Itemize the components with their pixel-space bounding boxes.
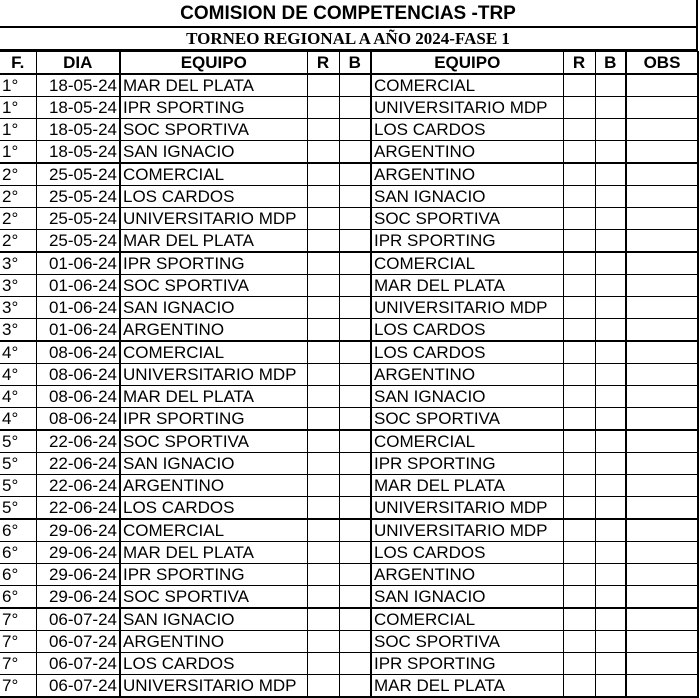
away-team-cell: UNIVERSITARIO MDP [371,497,563,520]
col-header-home-r: R [307,52,339,75]
away-r-cell [563,564,595,586]
fecha-cell: 6° [0,586,36,609]
home-b-cell [339,319,371,342]
fecha-cell: 3° [0,319,36,342]
fixture-table [0,51,699,698]
home-b-cell [339,631,371,653]
obs-cell [626,275,698,297]
home-team-cell: SOC SPORTIVA [120,586,307,609]
home-r-cell [307,453,339,475]
obs-cell [626,364,698,386]
match-row [0,364,698,386]
home-team-cell: SAN IGNACIO [120,297,307,319]
fecha-cell: 6° [0,542,36,564]
obs-cell [626,163,698,186]
date-cell: 29-06-24 [36,586,120,609]
obs-cell [626,430,698,453]
home-r-cell [307,186,339,208]
away-team-cell: MAR DEL PLATA [371,475,563,497]
home-b-cell [339,186,371,208]
home-r-cell [307,519,339,542]
obs-cell [626,608,698,631]
home-team-cell: ARGENTINO [120,319,307,342]
fecha-cell: 5° [0,497,36,520]
obs-cell [626,319,698,342]
fixture-body [0,74,698,697]
date-cell: 06-07-24 [36,653,120,675]
home-r-cell [307,208,339,230]
obs-cell [626,119,698,141]
home-team-cell: UNIVERSITARIO MDP [120,675,307,698]
fecha-cell: 1° [0,119,36,141]
away-r-cell [563,653,595,675]
fecha-cell: 1° [0,74,36,97]
match-row [0,408,698,431]
away-b-cell [595,297,626,319]
date-cell: 08-06-24 [36,408,120,431]
home-team-cell: LOS CARDOS [120,497,307,520]
away-r-cell [563,208,595,230]
away-r-cell [563,542,595,564]
home-r-cell [307,564,339,586]
away-r-cell [563,586,595,609]
away-b-cell [595,653,626,675]
away-b-cell [595,631,626,653]
home-b-cell [339,208,371,230]
home-team-cell: MAR DEL PLATA [120,542,307,564]
away-b-cell [595,364,626,386]
away-r-cell [563,631,595,653]
match-row [0,141,698,164]
home-team-cell: IPR SPORTING [120,252,307,275]
match-row [0,453,698,475]
fecha-cell: 3° [0,275,36,297]
away-team-cell: IPR SPORTING [371,453,563,475]
home-b-cell [339,297,371,319]
home-b-cell [339,564,371,586]
date-cell: 08-06-24 [36,386,120,408]
away-team-cell: COMERCIAL [371,252,563,275]
home-team-cell: COMERCIAL [120,341,307,364]
date-cell: 01-06-24 [36,252,120,275]
date-cell: 29-06-24 [36,564,120,586]
home-b-cell [339,341,371,364]
away-team-cell: COMERCIAL [371,74,563,97]
header-row [0,52,698,75]
home-r-cell [307,608,339,631]
away-r-cell [563,408,595,431]
away-team-cell: ARGENTINO [371,564,563,586]
away-team-cell: LOS CARDOS [371,341,563,364]
away-b-cell [595,542,626,564]
match-row [0,608,698,631]
date-cell: 18-05-24 [36,119,120,141]
date-cell: 22-06-24 [36,475,120,497]
home-r-cell [307,275,339,297]
home-team-cell: SOC SPORTIVA [120,430,307,453]
match-row [0,97,698,119]
match-row [0,341,698,364]
home-r-cell [307,386,339,408]
home-b-cell [339,119,371,141]
fecha-cell: 4° [0,341,36,364]
away-b-cell [595,386,626,408]
fecha-cell: 6° [0,564,36,586]
col-header-home-b: B [339,52,371,75]
col-header-obs: OBS [626,52,698,75]
home-b-cell [339,653,371,675]
col-header-away-b: B [595,52,626,75]
home-team-cell: UNIVERSITARIO MDP [120,364,307,386]
match-row [0,186,698,208]
home-team-cell: LOS CARDOS [120,653,307,675]
fecha-cell: 4° [0,364,36,386]
date-cell: 01-06-24 [36,275,120,297]
home-r-cell [307,364,339,386]
away-b-cell [595,252,626,275]
away-b-cell [595,163,626,186]
home-r-cell [307,653,339,675]
obs-cell [626,230,698,253]
fecha-cell: 6° [0,519,36,542]
home-r-cell [307,341,339,364]
away-r-cell [563,119,595,141]
fecha-cell: 2° [0,208,36,230]
match-row [0,564,698,586]
obs-cell [626,408,698,431]
home-team-cell: LOS CARDOS [120,186,307,208]
date-cell: 06-07-24 [36,608,120,631]
fecha-cell: 7° [0,675,36,698]
away-r-cell [563,319,595,342]
match-row [0,252,698,275]
home-r-cell [307,319,339,342]
sheet-title: COMISION DE COMPETENCIAS -TRP [0,0,698,28]
home-r-cell [307,408,339,431]
col-header-away-r: R [563,52,595,75]
away-team-cell: SAN IGNACIO [371,386,563,408]
away-team-cell: SAN IGNACIO [371,586,563,609]
away-r-cell [563,230,595,253]
home-b-cell [339,74,371,97]
away-r-cell [563,252,595,275]
match-row [0,586,698,609]
obs-cell [626,186,698,208]
away-b-cell [595,230,626,253]
home-r-cell [307,163,339,186]
away-b-cell [595,519,626,542]
away-team-cell: SOC SPORTIVA [371,408,563,431]
date-cell: 22-06-24 [36,453,120,475]
home-b-cell [339,252,371,275]
date-cell: 29-06-24 [36,542,120,564]
date-cell: 06-07-24 [36,631,120,653]
fecha-cell: 5° [0,430,36,453]
obs-cell [626,386,698,408]
obs-cell [626,252,698,275]
away-r-cell [563,275,595,297]
col-header-fecha: F. [0,52,36,75]
obs-cell [626,475,698,497]
home-team-cell: SOC SPORTIVA [120,119,307,141]
sheet-subtitle: TORNEO REGIONAL A AÑO 2024-FASE 1 [0,28,698,51]
date-cell: 22-06-24 [36,430,120,453]
away-r-cell [563,430,595,453]
obs-cell [626,653,698,675]
home-b-cell [339,141,371,164]
away-team-cell: LOS CARDOS [371,319,563,342]
obs-cell [626,453,698,475]
obs-cell [626,341,698,364]
date-cell: 25-05-24 [36,208,120,230]
date-cell: 25-05-24 [36,163,120,186]
home-b-cell [339,97,371,119]
away-b-cell [595,186,626,208]
fecha-cell: 4° [0,408,36,431]
home-b-cell [339,275,371,297]
away-r-cell [563,141,595,164]
match-row [0,519,698,542]
away-team-cell: IPR SPORTING [371,230,563,253]
home-b-cell [339,364,371,386]
home-b-cell [339,230,371,253]
date-cell: 08-06-24 [36,341,120,364]
away-r-cell [563,186,595,208]
match-row [0,119,698,141]
match-row [0,386,698,408]
home-r-cell [307,119,339,141]
match-row [0,319,698,342]
away-b-cell [595,408,626,431]
away-team-cell: UNIVERSITARIO MDP [371,297,563,319]
match-row [0,275,698,297]
away-b-cell [595,275,626,297]
col-header-home-team: EQUIPO [120,52,307,75]
obs-cell [626,497,698,520]
home-b-cell [339,608,371,631]
match-row [0,475,698,497]
home-team-cell: COMERCIAL [120,519,307,542]
date-cell: 29-06-24 [36,519,120,542]
away-b-cell [595,608,626,631]
date-cell: 06-07-24 [36,675,120,698]
home-r-cell [307,586,339,609]
away-team-cell: UNIVERSITARIO MDP [371,97,563,119]
home-r-cell [307,631,339,653]
match-row [0,297,698,319]
fecha-cell: 7° [0,653,36,675]
away-b-cell [595,497,626,520]
match-row [0,653,698,675]
obs-cell [626,631,698,653]
home-b-cell [339,542,371,564]
home-team-cell: MAR DEL PLATA [120,74,307,97]
fecha-cell: 2° [0,163,36,186]
away-team-cell: LOS CARDOS [371,119,563,141]
away-b-cell [595,564,626,586]
away-r-cell [563,364,595,386]
date-cell: 25-05-24 [36,186,120,208]
away-team-cell: UNIVERSITARIO MDP [371,519,563,542]
home-team-cell: SAN IGNACIO [120,141,307,164]
home-b-cell [339,386,371,408]
home-team-cell: MAR DEL PLATA [120,230,307,253]
away-r-cell [563,341,595,364]
away-r-cell [563,497,595,520]
home-b-cell [339,453,371,475]
date-cell: 01-06-24 [36,297,120,319]
obs-cell [626,97,698,119]
date-cell: 01-06-24 [36,319,120,342]
home-team-cell: MAR DEL PLATA [120,386,307,408]
away-b-cell [595,341,626,364]
fecha-cell: 5° [0,475,36,497]
obs-cell [626,297,698,319]
away-team-cell: ARGENTINO [371,141,563,164]
home-team-cell: SAN IGNACIO [120,453,307,475]
home-team-cell: SOC SPORTIVA [120,275,307,297]
fecha-cell: 1° [0,141,36,164]
away-r-cell [563,386,595,408]
match-row [0,497,698,520]
match-row [0,631,698,653]
home-team-cell: IPR SPORTING [120,97,307,119]
away-team-cell: IPR SPORTING [371,653,563,675]
away-b-cell [595,319,626,342]
home-b-cell [339,408,371,431]
home-team-cell: IPR SPORTING [120,408,307,431]
date-cell: 08-06-24 [36,364,120,386]
match-row [0,208,698,230]
home-b-cell [339,497,371,520]
away-b-cell [595,74,626,97]
obs-cell [626,542,698,564]
away-team-cell: SAN IGNACIO [371,186,563,208]
home-b-cell [339,163,371,186]
home-r-cell [307,252,339,275]
fecha-cell: 2° [0,186,36,208]
fecha-cell: 7° [0,631,36,653]
home-r-cell [307,141,339,164]
fecha-cell: 5° [0,453,36,475]
home-r-cell [307,297,339,319]
home-team-cell: SAN IGNACIO [120,608,307,631]
away-r-cell [563,97,595,119]
home-team-cell: ARGENTINO [120,475,307,497]
match-row [0,74,698,97]
fecha-cell: 4° [0,386,36,408]
fecha-cell: 3° [0,297,36,319]
match-row [0,163,698,186]
obs-cell [626,74,698,97]
date-cell: 18-05-24 [36,97,120,119]
fecha-cell: 1° [0,97,36,119]
date-cell: 18-05-24 [36,141,120,164]
away-team-cell: SOC SPORTIVA [371,208,563,230]
home-r-cell [307,542,339,564]
date-cell: 22-06-24 [36,497,120,520]
away-b-cell [595,430,626,453]
col-header-away-team: EQUIPO [371,52,563,75]
home-r-cell [307,497,339,520]
home-r-cell [307,230,339,253]
away-r-cell [563,453,595,475]
away-r-cell [563,608,595,631]
away-b-cell [595,208,626,230]
home-r-cell [307,97,339,119]
away-r-cell [563,475,595,497]
away-r-cell [563,74,595,97]
obs-cell [626,141,698,164]
date-cell: 25-05-24 [36,230,120,253]
home-b-cell [339,430,371,453]
home-team-cell: COMERCIAL [120,163,307,186]
away-b-cell [595,453,626,475]
home-r-cell [307,475,339,497]
home-r-cell [307,430,339,453]
away-team-cell: COMERCIAL [371,608,563,631]
away-r-cell [563,297,595,319]
fecha-cell: 2° [0,230,36,253]
away-team-cell: ARGENTINO [371,364,563,386]
home-team-cell: UNIVERSITARIO MDP [120,208,307,230]
home-b-cell [339,519,371,542]
away-team-cell: COMERCIAL [371,430,563,453]
away-b-cell [595,586,626,609]
home-r-cell [307,74,339,97]
match-row [0,542,698,564]
away-team-cell: MAR DEL PLATA [371,275,563,297]
away-team-cell: ARGENTINO [371,163,563,186]
fecha-cell: 7° [0,608,36,631]
obs-cell [626,519,698,542]
match-row [0,430,698,453]
away-team-cell: LOS CARDOS [371,542,563,564]
obs-cell [626,586,698,609]
obs-cell [626,208,698,230]
away-team-cell: SOC SPORTIVA [371,631,563,653]
away-team-cell: MAR DEL PLATA [371,675,563,698]
home-b-cell [339,586,371,609]
away-b-cell [595,97,626,119]
col-header-dia: DIA [36,52,120,75]
match-row [0,230,698,253]
date-cell: 18-05-24 [36,74,120,97]
home-team-cell: ARGENTINO [120,631,307,653]
fecha-cell: 3° [0,252,36,275]
home-team-cell: IPR SPORTING [120,564,307,586]
away-b-cell [595,141,626,164]
away-r-cell [563,519,595,542]
away-r-cell [563,163,595,186]
away-b-cell [595,475,626,497]
home-b-cell [339,475,371,497]
obs-cell [626,564,698,586]
away-b-cell [595,119,626,141]
